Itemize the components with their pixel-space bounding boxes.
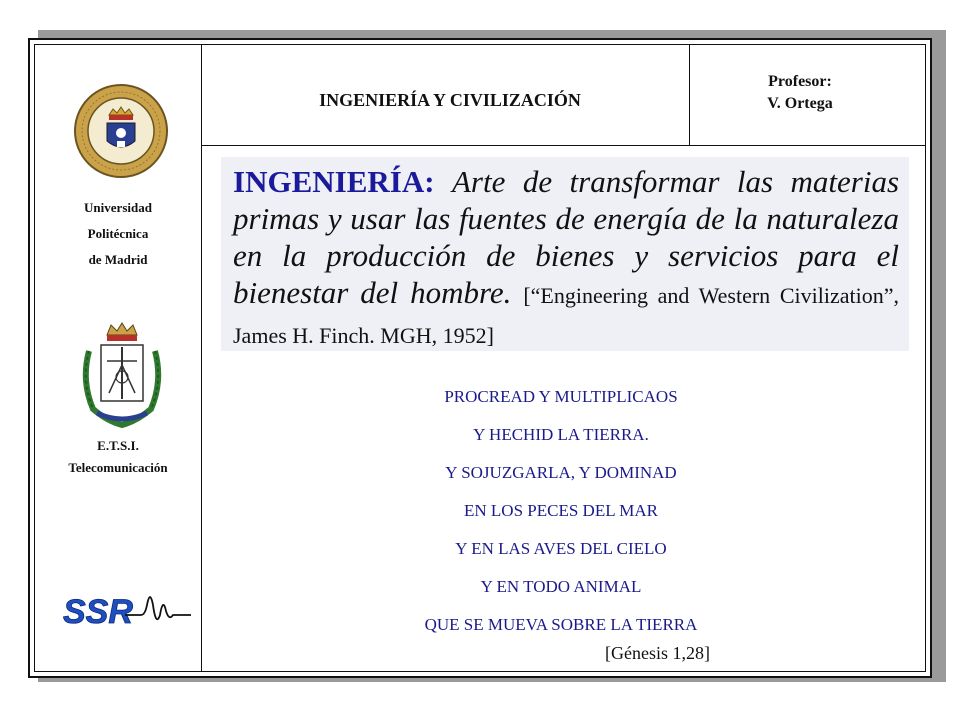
ssr-logo-text: SSR (63, 593, 133, 631)
definition-citation: [“Engineering and Western Civilization”, James H. Finch. MGH, 1952] (233, 283, 899, 348)
verse-line: Y SOJUZGARLA, Y DOMINAD (445, 463, 677, 482)
verse-line: Y HECHID LA TIERRA. (473, 425, 649, 444)
verse-line: PROCREAD Y MULTIPLICAOS (444, 387, 678, 406)
verse-line: EN LOS PECES DEL MAR (464, 501, 658, 520)
genesis-verses (331, 378, 791, 644)
verse-line: QUE SE MUEVA SOBRE LA TIERRA (424, 615, 698, 634)
verse-line: Y EN LAS AVES DEL CIELO (455, 539, 667, 558)
professor-block (695, 71, 905, 115)
sidebar-divider (201, 45, 202, 671)
definition-body: Arte de transformar las materias primas y usar las fuentes de energía de la naturaleza en la producción de bienes y servicios para el bienestar del hombre. (233, 164, 900, 310)
university-line-2: Politécnica (87, 226, 149, 241)
university-name (35, 195, 201, 273)
sidebar (35, 45, 201, 671)
slide-frame (28, 38, 932, 678)
school-line-2: Telecomunicación (68, 460, 168, 475)
header-divider (201, 145, 925, 146)
definition-term: INGENIERÍA: (233, 164, 435, 199)
upm-seal-icon (73, 83, 169, 179)
definition-box (221, 157, 909, 351)
school-name (35, 435, 201, 479)
professor-label: Profesor: (768, 73, 832, 90)
definition-text (233, 163, 899, 354)
course-title: INGENIERÍA Y CIVILIZACIÓN (319, 89, 581, 110)
etsit-crest-icon (77, 321, 167, 431)
university-line-1: Universidad (84, 200, 152, 215)
professor-name: V. Ortega (767, 95, 833, 112)
school-line-1: E.T.S.I. (97, 438, 139, 453)
verse-reference: [Génesis 1,28] (605, 643, 710, 663)
slide-inner-border (34, 44, 926, 672)
university-line-3: de Madrid (88, 252, 148, 267)
verse-line: Y EN TODO ANIMAL (480, 577, 642, 596)
ssr-logo-icon (53, 581, 193, 641)
